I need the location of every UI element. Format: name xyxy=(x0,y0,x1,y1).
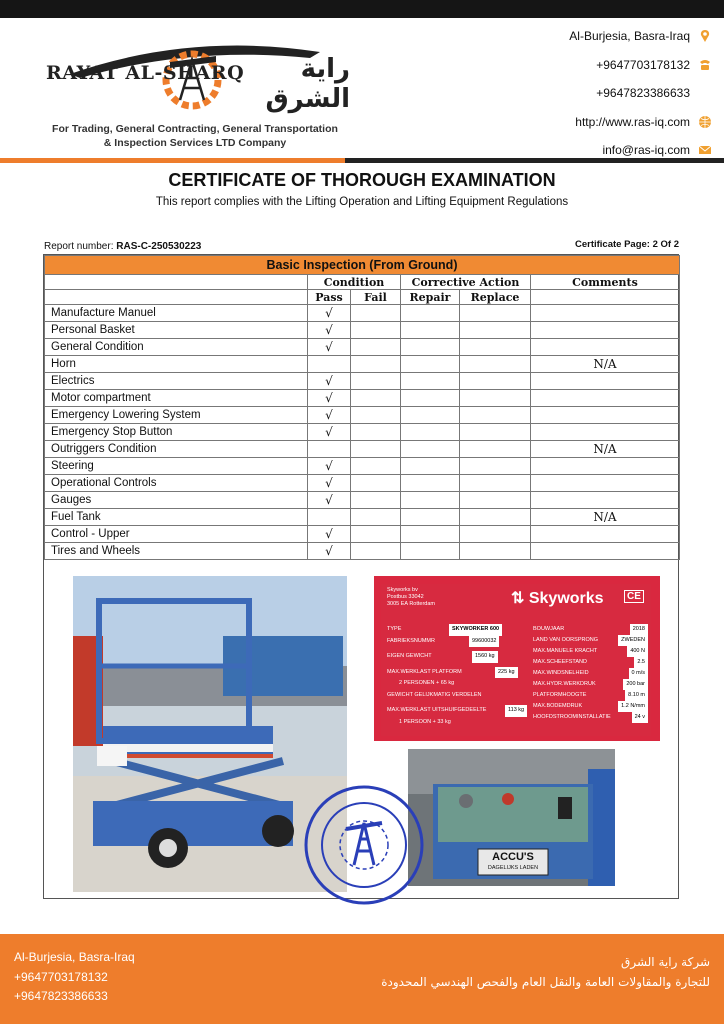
row-replace xyxy=(460,492,531,509)
row-fail xyxy=(351,407,401,424)
row-pass: √ xyxy=(308,390,351,407)
plate-load-label: MAX.WERKLAST PLATFORM xyxy=(387,668,462,675)
plate-right-column xyxy=(533,624,648,723)
table-header-row-1 xyxy=(45,275,680,290)
header-rule-orange xyxy=(0,158,345,163)
row-fail xyxy=(351,305,401,322)
row-repair xyxy=(401,526,460,543)
row-fail xyxy=(351,339,401,356)
plate-year-value: 2018 xyxy=(630,624,648,635)
globe-icon xyxy=(698,115,712,129)
inspection-rows xyxy=(45,305,680,560)
row-repair xyxy=(401,424,460,441)
ce-mark: CE xyxy=(624,590,644,603)
header-blank xyxy=(45,275,308,290)
table-row xyxy=(45,475,680,492)
data-plate-photo xyxy=(374,576,660,741)
row-replace xyxy=(460,526,531,543)
row-comment xyxy=(531,475,680,492)
row-pass: √ xyxy=(308,373,351,390)
row-replace xyxy=(460,543,531,560)
plate-wind xyxy=(533,668,648,679)
row-repair xyxy=(401,441,460,458)
stamp-seal-icon xyxy=(302,783,426,907)
row-item: Gauges xyxy=(45,492,308,509)
report-number-label: Report number: xyxy=(44,241,114,252)
row-fail xyxy=(351,475,401,492)
plate-tilt-value: 2.5 xyxy=(634,657,648,668)
row-replace xyxy=(460,441,531,458)
row-fail xyxy=(351,390,401,407)
row-item: Motor compartment xyxy=(45,390,308,407)
plate-left-column xyxy=(387,624,532,728)
footer-arabic xyxy=(381,952,710,992)
plate-force xyxy=(533,646,648,657)
row-comment xyxy=(531,407,680,424)
table-row xyxy=(45,356,680,373)
row-fail xyxy=(351,373,401,390)
table-row xyxy=(45,526,680,543)
company-logo xyxy=(40,22,350,162)
row-pass: √ xyxy=(308,475,351,492)
row-repair xyxy=(401,339,460,356)
header-condition: Condition xyxy=(308,275,401,290)
row-replace xyxy=(460,475,531,492)
table-row xyxy=(45,339,680,356)
row-pass xyxy=(308,441,351,458)
row-fail xyxy=(351,322,401,339)
row-comment xyxy=(531,322,680,339)
footer-phone2[interactable]: +9647823386633 xyxy=(14,989,108,1003)
plate-country-value: ZWEDEN xyxy=(618,635,648,646)
plate-type xyxy=(387,624,532,636)
header-blank-2 xyxy=(45,290,308,305)
row-fail xyxy=(351,492,401,509)
header-fail: Fail xyxy=(351,290,401,305)
plate-volt xyxy=(533,712,648,723)
plate-brand: ⇅ Skyworks xyxy=(511,590,604,607)
address-text: Al-Burjesia, Basra-Iraq xyxy=(569,29,690,44)
logo-arabic: راية الشرق xyxy=(265,54,350,114)
plate-wind-label: MAX.WINDSNELHEID xyxy=(533,670,589,676)
row-replace xyxy=(460,424,531,441)
section-title: Basic Inspection (From Ground) xyxy=(45,256,680,275)
row-repair xyxy=(401,492,460,509)
plate-ext-value: 113 kg xyxy=(505,705,527,717)
row-replace xyxy=(460,509,531,526)
row-replace xyxy=(460,305,531,322)
row-comment xyxy=(531,458,680,475)
header-blank-3 xyxy=(531,290,680,305)
plate-ext xyxy=(387,705,532,717)
inspection-table xyxy=(44,255,680,560)
contact-block xyxy=(482,22,712,165)
plate-hydr xyxy=(533,679,648,690)
plate-fab xyxy=(387,636,532,648)
row-pass xyxy=(308,356,351,373)
plate-country xyxy=(533,635,648,646)
table-row xyxy=(45,509,680,526)
row-fail xyxy=(351,458,401,475)
plate-weight-value: 1560 kg xyxy=(472,651,498,663)
plate-maker-line2: Postbus 33042 xyxy=(387,594,424,600)
plate-force-value: 400 N xyxy=(627,646,648,657)
row-replace xyxy=(460,356,531,373)
row-repair xyxy=(401,407,460,424)
row-pass: √ xyxy=(308,424,351,441)
plate-force-label: MAX.MANUELE KRACHT xyxy=(533,648,598,654)
row-item: Electrics xyxy=(45,373,308,390)
row-comment xyxy=(531,543,680,560)
table-row xyxy=(45,492,680,509)
plate-volt-value: 24 v xyxy=(632,712,648,723)
plate-ext-label: MAX.WERKLAST UITSHUIFGEDEELTE xyxy=(387,707,487,713)
table-row xyxy=(45,424,680,441)
plate-height xyxy=(533,690,648,701)
logo-english: RAYAT AL-SHARQ xyxy=(46,62,245,84)
plate-wind-value: 0 m/s xyxy=(629,668,648,679)
plate-height-label: PLATFORMHOOGTE xyxy=(533,692,587,698)
footer-contact xyxy=(14,948,135,1007)
table-section-header xyxy=(45,256,680,275)
row-repair xyxy=(401,322,460,339)
plate-hydr-label: MAX.HYDR.WERKDRUK xyxy=(533,681,596,687)
table-row xyxy=(45,441,680,458)
row-pass: √ xyxy=(308,322,351,339)
row-comment xyxy=(531,390,680,407)
row-pass: √ xyxy=(308,543,351,560)
row-comment: N/A xyxy=(531,356,680,373)
row-comment xyxy=(531,492,680,509)
email-text[interactable]: info@ras-iq.com xyxy=(602,143,690,158)
plate-hydr-value: 200 bar xyxy=(623,679,648,690)
plate-maker-line1: Skyworks bv xyxy=(387,587,418,593)
plate-maker-line3: 3005 EA Rotterdam xyxy=(387,601,436,607)
row-item: General Condition xyxy=(45,339,308,356)
row-item: Personal Basket xyxy=(45,322,308,339)
header-repair: Repair xyxy=(401,290,460,305)
plate-floor xyxy=(533,701,648,712)
row-repair xyxy=(401,509,460,526)
row-pass: √ xyxy=(308,407,351,424)
row-item: Emergency Stop Button xyxy=(45,424,308,441)
plate-year-label: BOUWJAAR xyxy=(533,626,565,632)
phone1-text[interactable]: +9647703178132 xyxy=(596,57,690,72)
row-item: Manufacture Manuel xyxy=(45,305,308,322)
table-row xyxy=(45,305,680,322)
logo-tagline-line1: For Trading, General Contracting, General Transportation xyxy=(52,123,338,135)
row-pass: √ xyxy=(308,526,351,543)
header-corrective-action: Corrective Action xyxy=(401,275,531,290)
plate-type-value: SKYWORKER 600 xyxy=(449,624,502,636)
row-replace xyxy=(460,407,531,424)
plate-brand-text: Skyworks xyxy=(528,590,604,607)
top-bar xyxy=(0,0,724,18)
row-item: Control - Upper xyxy=(45,526,308,543)
row-repair xyxy=(401,458,460,475)
footer-arabic-line1: شركة راية الشرق xyxy=(621,955,710,969)
phone2-text[interactable]: +9647823386633 xyxy=(596,86,690,101)
row-comment xyxy=(531,526,680,543)
phone2-spacer xyxy=(698,86,712,100)
table-header-row-2 xyxy=(45,290,680,305)
contact-website xyxy=(482,108,712,137)
phone-icon xyxy=(698,58,712,72)
footer xyxy=(0,934,724,1024)
website-text[interactable]: http://www.ras-iq.com xyxy=(575,114,690,129)
row-replace xyxy=(460,339,531,356)
row-comment xyxy=(531,339,680,356)
plate-fab-label: FABRIEKSNUMMR xyxy=(387,637,435,644)
plate-weight xyxy=(387,651,532,663)
row-comment: N/A xyxy=(531,441,680,458)
row-fail xyxy=(351,509,401,526)
plate-maker xyxy=(387,587,435,608)
row-item: Tires and Wheels xyxy=(45,543,308,560)
row-item: Fuel Tank xyxy=(45,509,308,526)
photo-area xyxy=(44,561,679,898)
row-comment xyxy=(531,424,680,441)
plate-persons: 2 PERSONEN + 65 kg xyxy=(399,680,455,686)
envelope-icon xyxy=(698,143,712,157)
table-row xyxy=(45,373,680,390)
contact-phone2 xyxy=(482,79,712,108)
plate-tilt-label: MAX.SCHEEFSTAND xyxy=(533,659,587,665)
footer-phone1[interactable]: +9647703178132 xyxy=(14,969,108,984)
certificate-page: Certificate Page: 2 Of 2 xyxy=(574,239,679,250)
plate-fab-value: 99600032 xyxy=(469,636,499,648)
row-comment xyxy=(531,373,680,390)
company-stamp xyxy=(302,783,426,907)
logo-tagline-line2: & Inspection Services LTD Company xyxy=(103,137,287,149)
header-replace: Replace xyxy=(460,290,531,305)
row-repair xyxy=(401,543,460,560)
row-replace xyxy=(460,458,531,475)
contact-address xyxy=(482,22,712,51)
table-row xyxy=(45,458,680,475)
footer-arabic-line2: للتجارة والمقاولات العامة والنقل العام والفحص الهندسي المحدودة xyxy=(381,975,710,989)
row-replace xyxy=(460,322,531,339)
table-row xyxy=(45,407,680,424)
header-pass: Pass xyxy=(308,290,351,305)
row-repair xyxy=(401,475,460,492)
plate-ext-persons: 1 PERSOON + 33 kg xyxy=(399,718,451,725)
row-pass xyxy=(308,509,351,526)
row-item: Steering xyxy=(45,458,308,475)
location-pin-icon xyxy=(698,29,712,43)
header-comments: Comments xyxy=(531,275,680,290)
row-item: Horn xyxy=(45,356,308,373)
row-item: Emergency Lowering System xyxy=(45,407,308,424)
plate-volt-label: HOOFDSTROOMINSTALLATIE xyxy=(533,714,611,720)
row-item: Operational Controls xyxy=(45,475,308,492)
row-replace xyxy=(460,373,531,390)
plate-year xyxy=(533,624,648,635)
table-row xyxy=(45,543,680,560)
plate-weight-label: EIGEN GEWICHT xyxy=(387,653,432,659)
row-pass: √ xyxy=(308,492,351,509)
certificate-subtitle: This report complies with the Lifting Operation and Lifting Equipment Regulations xyxy=(155,196,569,208)
row-repair xyxy=(401,356,460,373)
plate-tilt xyxy=(533,657,648,668)
row-fail xyxy=(351,424,401,441)
row-pass: √ xyxy=(308,305,351,322)
plate-country-label: LAND VAN OORSPRONG xyxy=(533,637,598,643)
plate-type-label: TYPE xyxy=(387,626,402,632)
header-rule-dark xyxy=(345,158,724,163)
table-row xyxy=(45,390,680,407)
row-item: Outriggers Condition xyxy=(45,441,308,458)
battery-box-photo xyxy=(408,749,615,886)
row-fail xyxy=(351,356,401,373)
plate-distrib: GEWICHT GELIJKMATIG VERDELEN xyxy=(387,691,482,698)
row-comment: N/A xyxy=(531,509,680,526)
battery-sublabel: DAGELIJKS LADEN xyxy=(487,865,539,871)
row-repair xyxy=(401,305,460,322)
row-fail xyxy=(351,526,401,543)
row-pass: √ xyxy=(308,339,351,356)
certificate-title: CERTIFICATE OF THOROUGH EXAMINATION xyxy=(168,170,556,190)
row-replace xyxy=(460,390,531,407)
plate-load xyxy=(387,667,532,679)
row-pass: √ xyxy=(308,458,351,475)
logo-tagline xyxy=(40,122,350,150)
plate-floor-value: 1.2 N/mm xyxy=(618,701,648,712)
data-plate xyxy=(381,584,651,736)
plate-height-value: 8.10 m xyxy=(625,690,648,701)
contact-phone1 xyxy=(482,51,712,80)
report-number-value: RAS-C-250530223 xyxy=(116,241,202,252)
battery-label: ACCU'S xyxy=(492,851,534,863)
table-row xyxy=(45,322,680,339)
footer-address: Al-Burjesia, Basra-Iraq xyxy=(14,950,135,964)
row-repair xyxy=(401,390,460,407)
report-number xyxy=(44,241,201,252)
plate-load-value: 225 kg xyxy=(495,667,518,679)
row-fail xyxy=(351,441,401,458)
row-comment xyxy=(531,305,680,322)
plate-floor-label: MAX.BODEMDRUK xyxy=(533,703,583,709)
row-repair xyxy=(401,373,460,390)
row-fail xyxy=(351,543,401,560)
